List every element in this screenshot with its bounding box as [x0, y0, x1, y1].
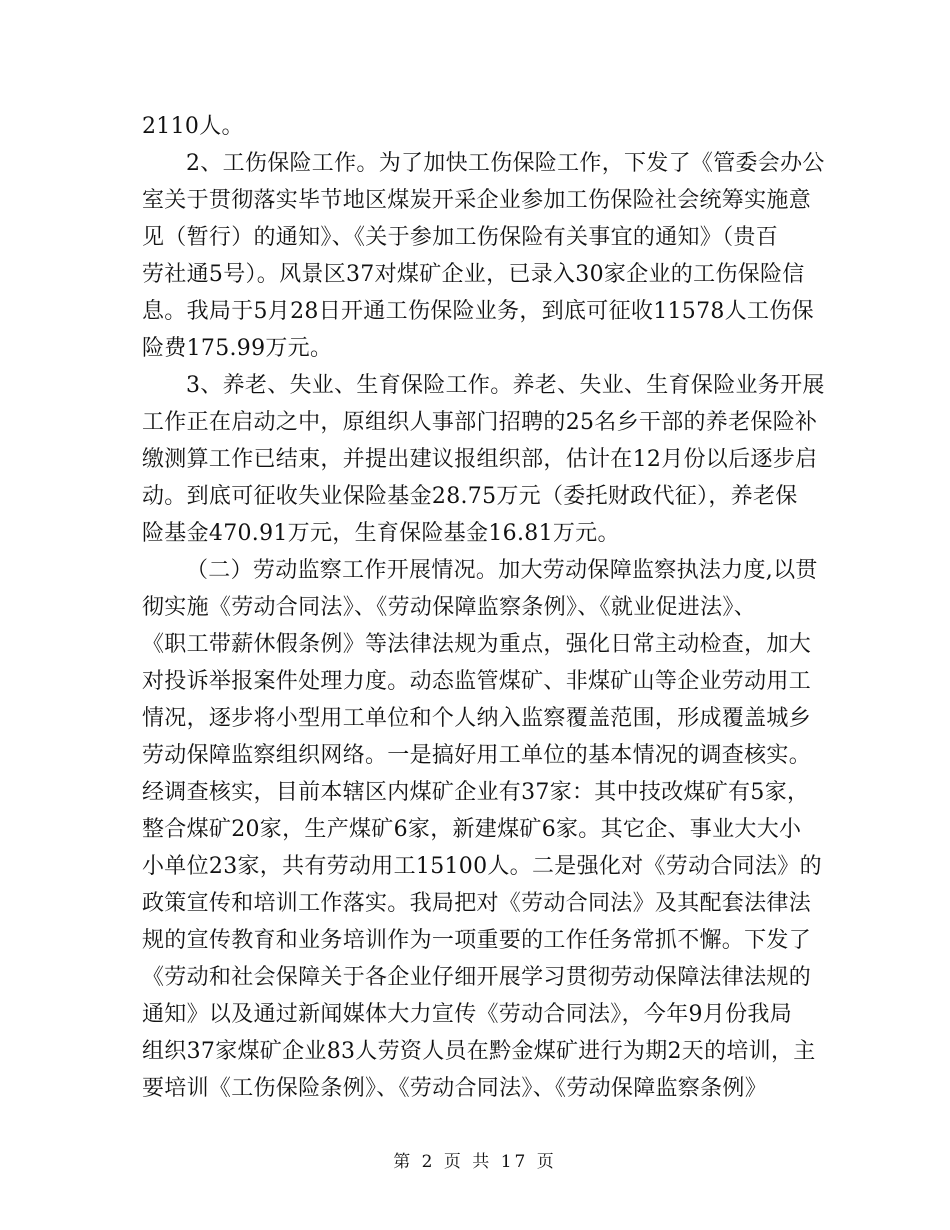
- text-line: 劳社通5号）。风景区37对煤矿企业，已录入30家企业的工伤保险信: [142, 262, 805, 287]
- text-line: 要培训《工伤保险条例》、《劳动合同法》、《劳动保障监察条例》: [142, 1076, 768, 1101]
- text-line: 规的宣传教育和业务培训作为一项重要的工作任务常抓不懈。下发了: [142, 928, 812, 953]
- text-line: 劳动保障监察组织网络。一是搞好用工单位的基本情况的调查核实。: [142, 743, 812, 768]
- text-line: 对投诉举报案件处理力度。动态监管煤矿、非煤矿山等企业劳动用工: [142, 669, 812, 694]
- text-line: 整合煤矿20家，生产煤矿6家，新建煤矿6家。其它企、事业大大小: [142, 817, 802, 842]
- text-line: 2110人。: [142, 114, 244, 139]
- paragraph-start-line: 2、工伤保险工作。为了加快工伤保险工作，下发了《管委会办公: [186, 151, 825, 176]
- text-line: 险基金470.91万元，生育保险基金16.81万元。: [142, 521, 620, 546]
- text-line: 缴测算工作已结束，并提出建议报组织部，估计在12月份以后逐步启: [142, 447, 818, 472]
- text-line: 小单位23家，共有劳动用工15100人。二是强化对《劳动合同法》的: [142, 854, 822, 879]
- text-line: 息。我局于5月28日开通工伤保险业务，到底可征收11578人工伤保: [142, 299, 814, 324]
- document-body: [142, 108, 825, 1107]
- text-line: 险费175.99万元。: [142, 336, 333, 361]
- text-line: 情况，逐步将小型用工单位和个人纳入监察覆盖范围，形成覆盖城乡: [142, 706, 812, 731]
- paragraph-start-line: （二）劳动监察工作开展情况。加大劳动保障监察执法力度,以贯: [186, 558, 818, 583]
- text-line: 工作正在启动之中，原组织人事部门招聘的25名乡干部的养老保险补: [142, 410, 818, 435]
- text-line: 经调查核实，目前本辖区内煤矿企业有37家：其中技改煤矿有5家，: [142, 780, 810, 805]
- text-line: 见（暂行）的通知》、《关于参加工伤保险有关事宜的通知》（贵百: [142, 225, 779, 250]
- text-line: 室关于贯彻落实毕节地区煤炭开采企业参加工伤保险社会统筹实施意: [142, 188, 812, 213]
- text-line: 动。到底可征收失业保险基金28.75万元（委托财政代征），养老保: [142, 484, 798, 509]
- paragraph-start-line: 3、养老、失业、生育保险工作。养老、失业、生育保险业务开展: [186, 373, 825, 398]
- page-number-footer: 第 2 页 共 17 页: [393, 1152, 557, 1172]
- text-line: 组织37家煤矿企业83人劳资人员在黔金煤矿进行为期2天的培训，主: [142, 1039, 816, 1064]
- text-line: 《职工带薪休假条例》等法律法规为重点，强化日常主动检查，加大: [142, 632, 812, 657]
- text-line: 《劳动和社会保障关于各企业仔细开展学习贯彻劳动保障法律法规的: [142, 965, 812, 990]
- text-line: 通知》以及通过新闻媒体大力宣传《劳动合同法》，今年9月份我局: [142, 1002, 792, 1027]
- text-line: 彻实施《劳动合同法》、《劳动保障监察条例》、《就业促进法》、: [142, 595, 757, 620]
- text-line: 政策宣传和培训工作落实。我局把对《劳动合同法》及其配套法律法: [142, 891, 812, 916]
